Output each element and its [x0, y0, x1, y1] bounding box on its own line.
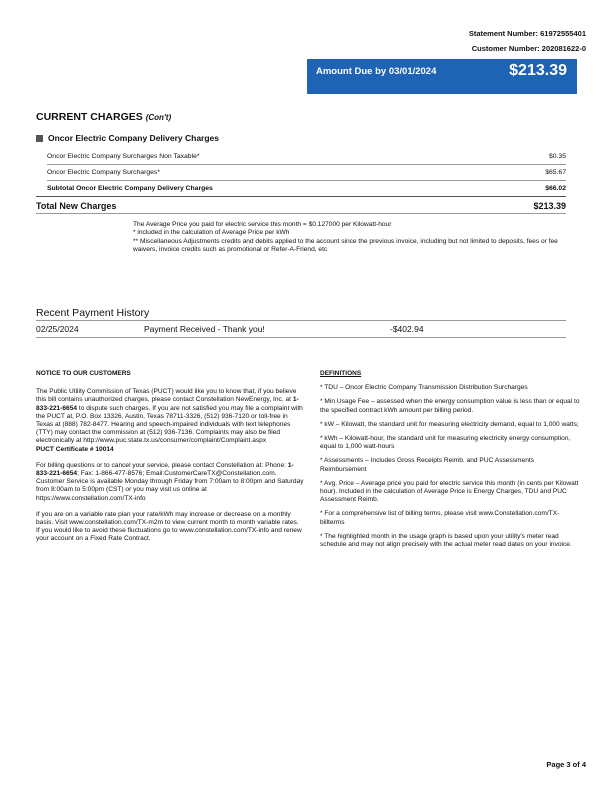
- phone-number: 1-833-221-6654: [36, 461, 294, 478]
- charge-value: $0.35: [548, 153, 566, 160]
- continued-label: (Con't): [145, 113, 172, 122]
- statement-number: 61972555401: [540, 29, 586, 38]
- amount-due-box: [307, 59, 577, 94]
- current-charges-title: [36, 111, 171, 123]
- notice-paragraph-3: If you are on a variable rate plan your rate/kWh may increase or decrease on a monthly basis. Visit www.constellation.com/TX-m2m to view current month to month variable rates. If you would like to avoid these fluctuations go to www.constellation.com/TX-info and renew your account on a Fixed Rate Contract.: [36, 510, 302, 543]
- notice-text: The Public Utility Commission of Texas (PUCT) would like you to know that, if you believe this bill contains unauthorized charges, please contact Constellation NewEnergy, Inc. at: [36, 388, 297, 404]
- definition-item: * kWh – Kilowatt-hour, the standard unit for measuring electricity energy consumption, equal to 1,000 watt-hours: [320, 435, 571, 451]
- definitions-title: DEFINITIONS: [320, 370, 362, 377]
- definitions-section: [320, 370, 580, 555]
- customer-number-label: Customer Number:: [471, 44, 540, 53]
- definition-item: * Assessments – Includes Gross Receipts Reimb. and PUC Assessments Reimbursement: [320, 457, 535, 473]
- note-line: ** Miscellaneous Adjustments credits and debits applied to the account since the previous invoice, including but not limited to deposits, fees or fee waivers, invoice credits such as promotional or Refer-A-Friend, etc: [133, 237, 558, 254]
- divider: [47, 180, 566, 181]
- total-value: $213.39: [533, 201, 566, 211]
- divider: [36, 337, 566, 338]
- payment-history-title: Recent Payment History: [36, 307, 150, 319]
- note-line: The Average Price you paid for electric service this month = $0.127000 per Kilowatt-hour: [133, 221, 392, 228]
- subtotal-value: $66.02: [545, 185, 566, 192]
- total-label: Total New Charges: [36, 201, 117, 211]
- charges-notes: [133, 221, 573, 255]
- statement-number-line: [469, 29, 586, 38]
- customer-number-line: [472, 44, 586, 53]
- definition-item: * TDU – Oncor Electric Company Transmission Distribution Surcharges: [320, 384, 528, 392]
- definition-item: * Avg. Price – Average price you paid for electric service this month (in cents per Kilowatt hour). Included in the calculation of Average Price is Energy Charges, TDU and PUC Assessment Reimb.: [320, 479, 579, 504]
- notice-paragraph-2: [36, 462, 304, 503]
- definition-item: * Min Usage Fee – assessed when the energy consumption value is less than or equal to the specified contract kWh amount per billing period.: [320, 398, 580, 414]
- payment-amount: -$402.94: [390, 324, 424, 334]
- divider: [36, 196, 566, 197]
- divider: [36, 320, 566, 321]
- oncor-charges-heading: [36, 133, 219, 143]
- group-title: Oncor Electric Company Delivery Charges: [48, 133, 220, 143]
- notice-text: to dispute such charges. If you are not satisfied you may file a complaint with the PUCT at, P.O. Box 13326, Austin, Texas 78711-3326, (512) 936-7120 or toll-free in Texas at (888) 782-8477. Hearing and speech-impaired individuals with text telephones (TTY) may contact the commission at (512) 936-7136. Complaints may also be filed electronically at http://www.puc.state.tx.us/consumer/complaint/Complaint.aspx: [36, 404, 303, 445]
- definition-item: * kW – Kilowatt, the standard unit for measuring electricity demand, equal to 1,000 watts;: [320, 420, 579, 428]
- amount-due-value: $213.39: [509, 62, 567, 79]
- page-number: Page 3 of 4: [546, 760, 586, 769]
- current-charges-heading: CURRENT CHARGES: [36, 111, 143, 123]
- payment-description: Payment Received - Thank you!: [144, 324, 265, 334]
- subtotal-row: [47, 185, 566, 192]
- notice-text: For billing questions or to cancel your service, please contact Constellation at: Phone:: [36, 461, 288, 469]
- charge-value: $65.67: [545, 169, 566, 176]
- notice-section: [36, 370, 304, 552]
- notice-title: NOTICE TO OUR CUSTOMERS: [36, 370, 131, 377]
- phone-number: 1-833-221-6654: [36, 396, 299, 412]
- divider: [36, 213, 566, 214]
- notice-text: ; Fax: 1-866-477-8576; Email:CustomerCareTX@Constellation.com. Customer Service is available Monday through Friday from 7:00am to 8:00pm and Saturday from 8:00am to 5:00pm (CST) or you may visit us online at https://www.constellation.com/TX-info: [36, 470, 304, 502]
- subtotal-label: Subtotal Oncor Electric Company Delivery Charges: [47, 185, 213, 192]
- square-bullet-icon: [36, 135, 43, 142]
- amount-due-label: Amount Due by 03/01/2024: [316, 66, 437, 77]
- definition-item: * For a comprehensive list of billing terms, please visit www.Constellation.com/TX-billterms: [320, 510, 560, 526]
- customer-number: 202081622-0: [541, 44, 586, 53]
- divider: [47, 164, 566, 165]
- note-line: * included in the calculation of Average Price per kWh: [133, 229, 290, 237]
- charge-label: Oncor Electric Company Surcharges Non Taxable*: [47, 153, 200, 160]
- charge-label: Oncor Electric Company Surcharges*: [47, 169, 160, 176]
- notice-paragraph-1: [36, 388, 304, 454]
- puct-certificate: PUCT Certificate # 10014: [36, 445, 114, 453]
- charge-row: [47, 153, 566, 160]
- total-new-charges-row: [36, 201, 566, 211]
- statement-number-label: Statement Number:: [468, 29, 539, 38]
- definition-item: * The highlighted month in the usage graph is based upon your utility's meter read schedule and may not align precisely with the actual meter read dates on your invoice.: [320, 532, 572, 549]
- payment-date: 02/25/2024: [36, 324, 79, 334]
- charge-row: [47, 169, 566, 176]
